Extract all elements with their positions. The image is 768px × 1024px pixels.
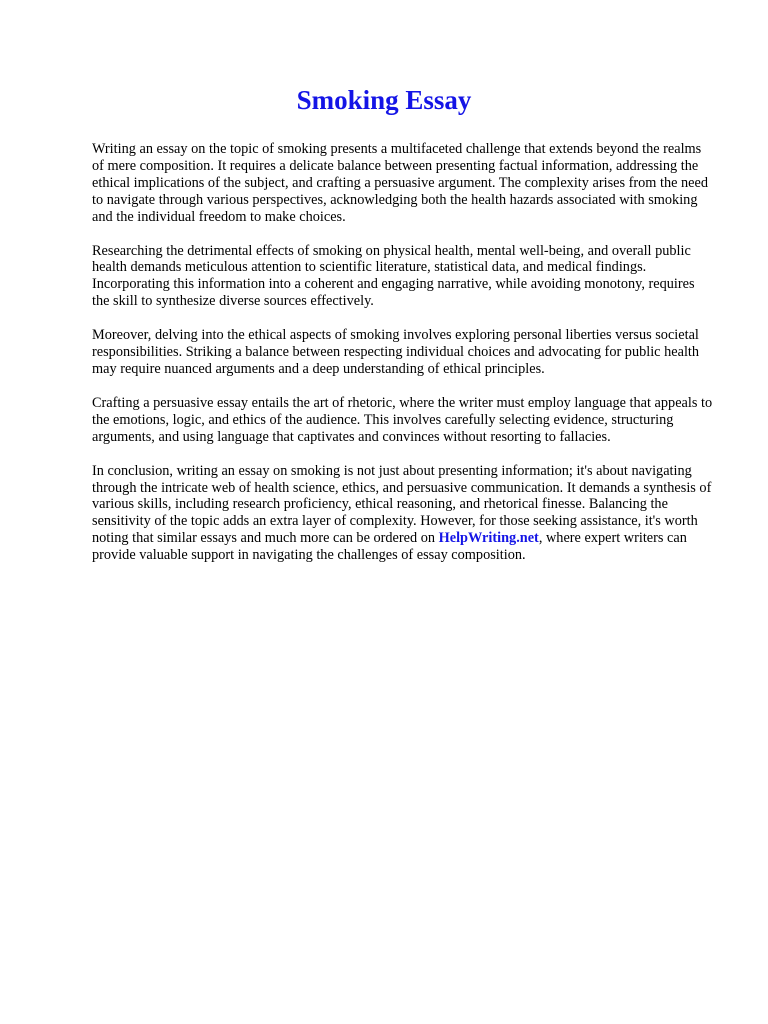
conclusion-text-before-link: In conclusion, writing an essay on smoking is not just about presenting information; it's about navigating through the intricate web of health science, ethics, and persuasive communication. It demands a synthesis of various skills, including research proficiency, ethical reasoning, and rhetorical finesse. Balancing the sensitivity of the topic adds an extra layer of complexity. However, for those seeking assistance, it's worth noting that similar essays and much more can be ordered on xyxy=(92,462,712,547)
paragraph-intro: Writing an essay on the topic of smoking presents a multifaceted challenge that extends beyond the realms of mere composition. It requires a delicate balance between presenting factual information, addressing the ethical implications of the subject, and crafting a persuasive argument. The complexity arises from the need to navigate through various perspectives, acknowledging both the health hazards associated with smoking and the individual freedom to make choices. xyxy=(92,141,709,225)
paragraph-research: Researching the detrimental effects of smoking on physical health, mental well-being, and overall public health demands meticulous attention to scientific literature, statistical data, and medical findings. Incorporating this information into a coherent and engaging narrative, while avoiding monotony, requires the skill to synthesize diverse sources effectively. xyxy=(92,242,695,310)
page-title: Smoking Essay xyxy=(296,85,472,115)
paragraph-rhetoric: Crafting a persuasive essay entails the art of rhetoric, where the writer must employ language that appeals to the emotions, logic, and ethics of the audience. This involves carefully selecting evidence, structuring arguments, and using language that captivates and convinces without resorting to fallacies. xyxy=(92,394,713,445)
conclusion-text-after-link: , where expert writers can provide valuable support in navigating the challenges of essay composition. xyxy=(92,530,687,564)
helpwriting-link[interactable]: HelpWriting.net xyxy=(438,530,539,547)
paragraph-ethics: Moreover, delving into the ethical aspects of smoking involves exploring personal liberties versus societal responsibilities. Striking a balance between respecting individual choices and advocating for public health may require nuanced arguments and a deep understanding of ethical principles. xyxy=(92,327,700,377)
paragraph-conclusion xyxy=(92,463,714,564)
